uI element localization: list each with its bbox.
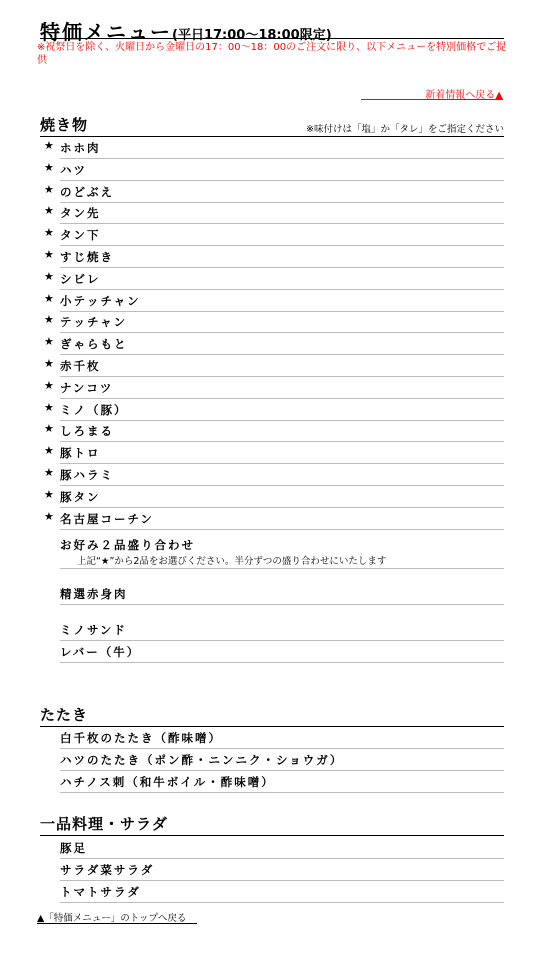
star-icon: ★ [44,444,54,458]
menu-item [44,226,504,246]
menu-item [60,643,504,663]
menu-item-name: 豚ハラミ [60,468,114,482]
menu-item-name: 小テッチャン [60,293,141,308]
menu-item-name: 豚足 [60,841,87,855]
menu-item [44,400,504,421]
star-icon: ★ [44,291,54,305]
section-tataki-header [40,708,504,727]
star-icon: ★ [44,357,54,370]
section-yakimono-title: 焼き物 [40,116,89,134]
menu-item [44,335,504,355]
seasoning-note: ※味付けは「塩」か「タレ」をご指定ください [306,124,504,135]
star-icon: ★ [44,400,54,414]
section-ippin-header [40,817,504,836]
menu-item [60,839,504,859]
combo-note: 上記“★”から2品をお選びください。半分ずつの盛り合わせにいたします [77,556,387,567]
star-icon: ★ [44,335,54,349]
star-icon: ★ [44,487,54,501]
menu-item [60,883,504,903]
star-icon: ★ [44,466,54,479]
menu-item-name: ハツ [60,162,87,177]
menu-item [44,313,504,333]
special-price-notice: ※祝祭日を除く、火曜日から金曜日の17：00〜18：00のご注文に限り、以下メニューを特別価格でご提供 [37,42,507,66]
combo-divider [60,568,504,569]
menu-item [44,182,504,203]
menu-item-name: タン先 [60,206,101,221]
menu-item [44,487,504,508]
menu-item [44,422,504,442]
menu-item-name: ハツのたたき（ポン酢・ニンニク・ショウガ） [60,753,344,767]
menu-item [44,139,504,159]
star-icon: ★ [44,204,54,218]
menu-item [60,729,504,749]
menu-item [44,204,504,224]
menu-item-name: タン下 [60,228,101,243]
menu-item [44,248,504,268]
back-to-top-link[interactable]: ▲「特価メニュー」のトップへ戻る [37,910,197,924]
menu-item [44,509,504,530]
menu-item-name: 豚トロ [60,446,101,461]
menu-item [44,357,504,377]
menu-item-name: サラダ菜サラダ [60,863,155,877]
menu-item [44,160,504,181]
star-icon: ★ [44,139,54,152]
title-main: 特価メニュー [40,20,172,44]
menu-item-name: レバー（牛） [60,645,141,659]
menu-item-name: 精選赤身肉 [60,587,128,601]
menu-item-name: ぎゃらもと [60,337,128,352]
menu-item-name: テッチャン [60,315,128,330]
star-icon: ★ [44,313,54,327]
star-icon: ★ [44,378,54,392]
star-icon: ★ [44,160,54,174]
section-yakimono-header [40,118,504,137]
star-icon: ★ [44,226,54,240]
menu-item [44,269,504,290]
menu-item [60,751,504,771]
section-ippin-title: 一品料理・サラダ [40,815,168,833]
menu-item-name: ホホ肉 [60,141,101,155]
back-to-news-link[interactable]: 新着情報へ戻る▲ [361,86,503,100]
menu-item-name: ミノサンド [60,623,127,637]
menu-item [60,585,504,605]
menu-item [60,861,504,881]
star-icon: ★ [44,248,54,261]
menu-item [44,444,504,464]
menu-item-name: 赤千枚 [60,359,101,373]
menu-item-name: トマトサラダ [60,885,141,899]
page-title [40,16,504,44]
menu-item-name: 白千枚のたたき（酢味噌） [60,731,222,745]
star-icon: ★ [44,422,54,436]
section-tataki-title: たたき [40,706,89,724]
menu-item-name: ナンコツ [60,380,114,395]
menu-item [44,291,504,312]
menu-item [60,621,504,641]
menu-item-name: シビレ [60,271,101,286]
menu-item-name: 名古屋コーチン [60,511,154,526]
menu-item-name: ハチノス刺（和牛ボイル・酢味噌） [60,775,275,789]
menu-item [60,773,504,793]
star-icon: ★ [44,269,54,283]
menu-item [44,466,504,486]
star-icon: ★ [44,509,54,523]
menu-item-name: しろまる [60,424,114,439]
menu-item-name: のどぶえ [60,184,114,199]
menu-item [44,378,504,399]
menu-item-name: すじ焼き [60,250,114,264]
menu-item-name: 豚タン [60,489,101,504]
star-icon: ★ [44,182,54,196]
combo-title: お好み２品盛り合わせ [60,538,195,552]
menu-item-name: ミノ（豚） [60,402,128,417]
title-subtitle: (平日17:00〜18:00限定) [172,28,332,43]
